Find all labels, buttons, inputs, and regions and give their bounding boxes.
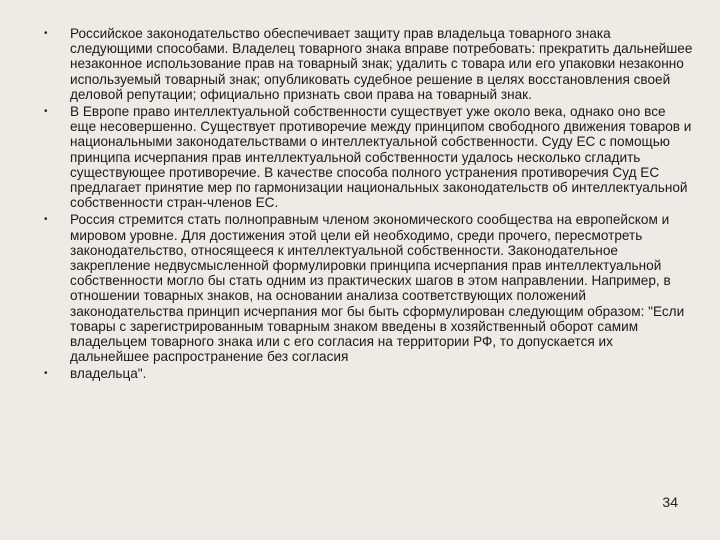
- bullet-text: владельца".: [70, 366, 147, 382]
- bullet-item: [44, 26, 694, 102]
- bullet-dot-icon: •: [44, 28, 48, 39]
- bullet-dot-icon: •: [44, 368, 48, 380]
- bullet-list: [44, 26, 694, 384]
- bullet-item: [44, 212, 694, 364]
- bullet-text: В Европе право интеллектуальной собственности существует уже около века, однако оно все еще несовершенно. Существует противоречие между принципом свободного движения товаров и национальными законодательствами о интеллектуальной собственности. Суду ЕС с помощью принципа исчерпания прав интеллектуальной собственности удалось несколько сгладить существующее противоречие. В качестве способа полного устранения противоречия Суд ЕС предлагает принятие мер по гармонизации национальных законодательств об интеллектуальной собственности стран-членов ЕС.: [70, 104, 692, 211]
- bullet-text: Россия стремится стать полноправным членом экономического сообщества на европейском и мировом уровне. Для достижения этой цели ей необходимо, среди прочего, пересмотреть законодательство, относящееся к интеллектуальной собственности. Законодательное закрепление недвусмысленной формулировки принципа исчерпания прав интеллектуальной собственности могло бы стать одним из практических шагов в этом направлении. Например, в отношении товарных знаков, на основании анализа соответствующих положений законодательства принцип исчерпания мог бы быть сформулирован следующим образом: "Если товары с зарегистрированным товарным знаком введены в хозяйственный оборот самим владельцем товарного знака или с его согласия на территории РФ, то допускается их дальнейшее распространение без согласия: [70, 212, 685, 365]
- bullet-dot-icon: •: [44, 214, 48, 226]
- bullet-item: [44, 104, 694, 210]
- page-number: 34: [662, 494, 678, 510]
- bullet-dot-icon: •: [44, 106, 48, 118]
- bullet-text: Российское законодательство обеспечивает защиту прав владельца товарного знака следующими способами. Владелец товарного знака вправе потребовать: прекратить дальнейшее незаконное использование прав на товарный знак; удалить с товара или его упаковки незаконно используемый товарный знак; опубликовать судебное решение в целях восстановления своей деловой репутации; официально признать свои права на товарный знак.: [70, 26, 693, 102]
- bullet-item: [44, 366, 694, 381]
